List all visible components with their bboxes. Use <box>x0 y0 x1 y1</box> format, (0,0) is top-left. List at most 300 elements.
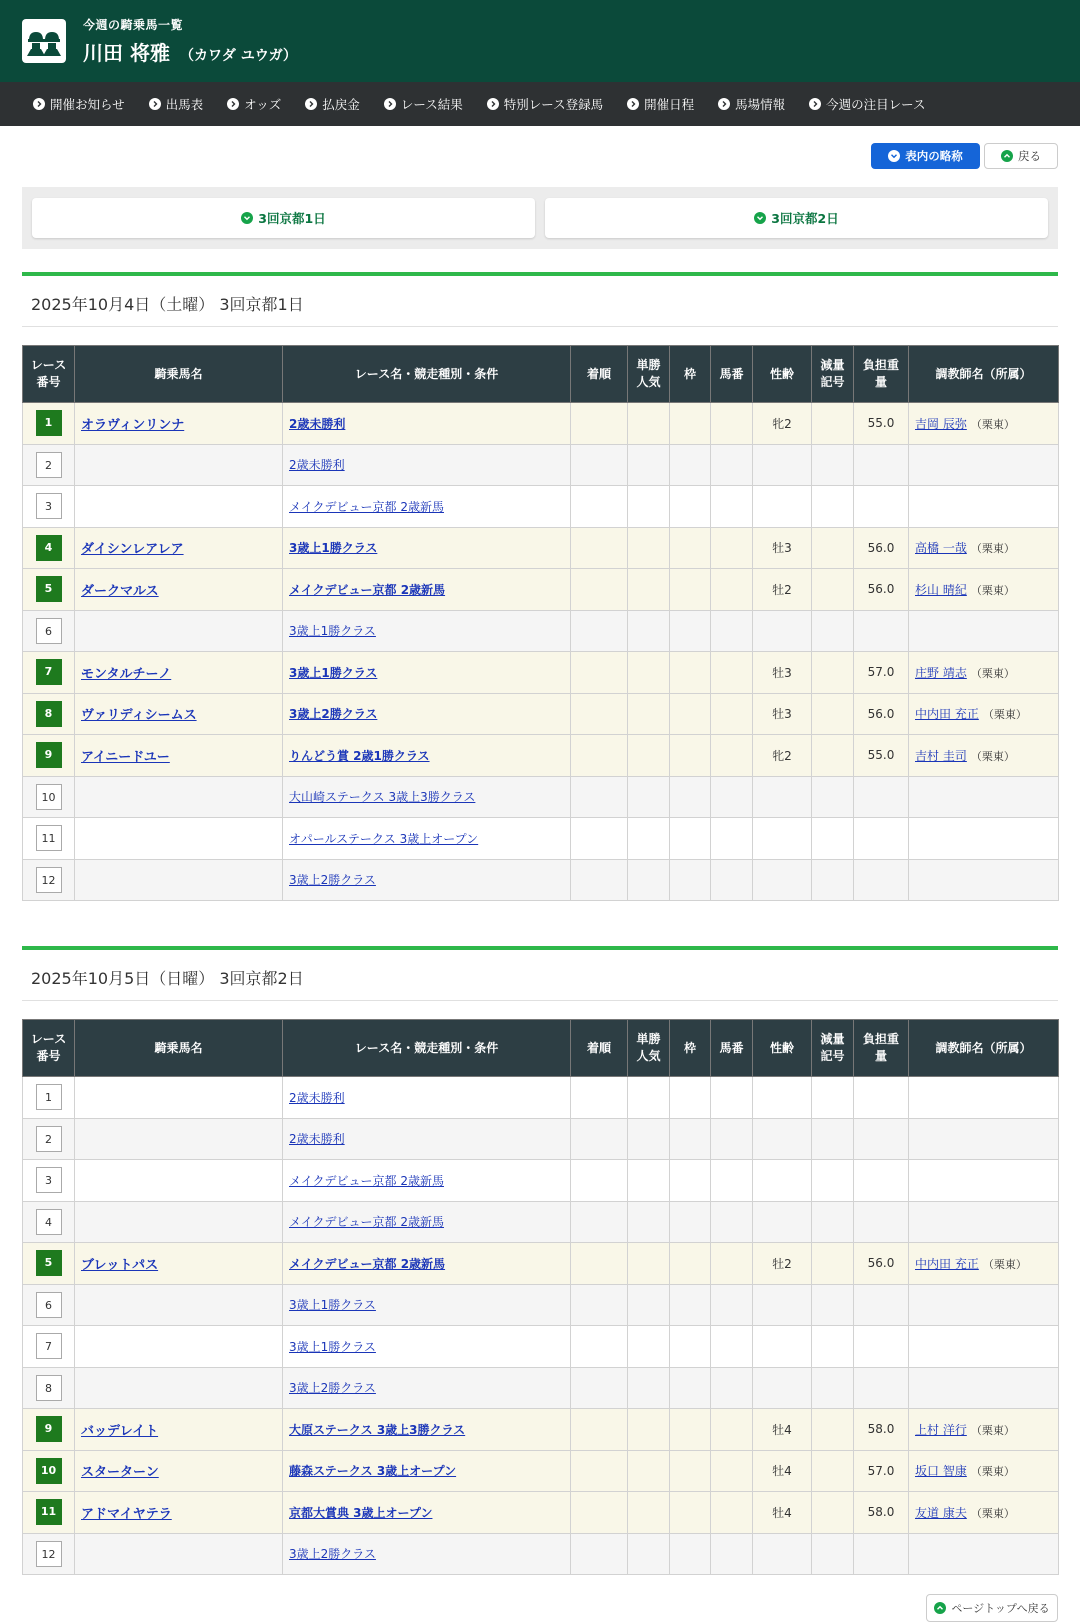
race-cell <box>283 693 571 735</box>
column-header: 枠 <box>670 1020 711 1077</box>
race-link[interactable]: メイクデビュー京都 2歳新馬 <box>289 1215 444 1230</box>
weight-reduction-cell <box>812 1118 854 1160</box>
trainer-link[interactable]: 庄野 靖志 <box>915 665 967 680</box>
weight-cell: 56.0 <box>854 569 909 611</box>
sex-age-cell <box>753 1284 812 1326</box>
trainer-affiliation: （栗東） <box>970 583 1015 597</box>
ride-table <box>22 345 1059 901</box>
page-subtitle: 今週の騎乗馬一覧 <box>83 18 184 32</box>
popularity-cell <box>628 1077 670 1119</box>
nav-item-5[interactable] <box>487 95 603 113</box>
frame-cell <box>670 693 711 735</box>
weight-cell: 55.0 <box>854 735 909 777</box>
table-row <box>23 1492 1059 1534</box>
popularity-cell <box>628 1450 670 1492</box>
main-nav <box>0 82 1080 126</box>
trainer-cell <box>909 403 1059 445</box>
sex-age-cell <box>753 1201 812 1243</box>
race-link[interactable]: 3歳上1勝クラス <box>289 1339 376 1354</box>
column-header: レース番号 <box>23 346 75 403</box>
table-row <box>23 1533 1059 1575</box>
column-header: 着順 <box>571 346 628 403</box>
frame-cell <box>670 859 711 901</box>
race-link[interactable]: 大原ステークス 3歳上3勝クラス <box>289 1422 466 1437</box>
table-row <box>23 1409 1059 1451</box>
weight-reduction-cell <box>812 1201 854 1243</box>
race-link[interactable]: 3歳上2勝クラス <box>289 1381 376 1396</box>
column-header: 減量記号 <box>812 346 854 403</box>
weight-cell: 56.0 <box>854 693 909 735</box>
race-cell <box>283 1450 571 1492</box>
sex-age-cell <box>753 1326 812 1368</box>
table-row <box>23 1450 1059 1492</box>
nav-item-6[interactable] <box>627 95 694 113</box>
ride-table <box>22 1019 1059 1575</box>
horse-link[interactable]: アイニードユー <box>81 749 170 765</box>
trainer-link[interactable]: 杉山 晴紀 <box>915 582 967 597</box>
table-row <box>23 693 1059 735</box>
finish-cell <box>571 818 628 860</box>
horse-cell <box>75 1367 283 1409</box>
day-section-2 <box>22 946 1058 1575</box>
horse-cell <box>75 735 283 777</box>
race-number-cell <box>23 1160 75 1202</box>
horse-cell <box>75 610 283 652</box>
race-number-cell <box>23 527 75 569</box>
finish-cell <box>571 693 628 735</box>
race-number-cell <box>23 1243 75 1285</box>
frame-cell <box>670 610 711 652</box>
finish-cell <box>571 1533 628 1575</box>
day-tab-1[interactable] <box>32 198 535 238</box>
column-header: 性齢 <box>753 1020 812 1077</box>
popularity-cell <box>628 1326 670 1368</box>
trainer-affiliation: （栗東） <box>970 749 1015 763</box>
column-header: 馬番 <box>711 1020 753 1077</box>
race-number-cell <box>23 1492 75 1534</box>
horse-link[interactable]: ダークマルス <box>81 583 159 599</box>
finish-cell <box>571 1492 628 1534</box>
abbreviation-button[interactable] <box>871 143 980 169</box>
finish-cell <box>571 1118 628 1160</box>
horse-cell <box>75 403 283 445</box>
weight-reduction-cell <box>812 652 854 694</box>
frame-cell <box>670 776 711 818</box>
race-number-badge: 1 <box>36 410 62 436</box>
race-number-badge: 10 <box>36 1458 62 1484</box>
frame-cell <box>670 444 711 486</box>
race-number-badge: 11 <box>36 825 62 851</box>
trainer-cell <box>909 610 1059 652</box>
weight-reduction-cell <box>812 1367 854 1409</box>
race-number-cell <box>23 444 75 486</box>
nav-item-1[interactable] <box>149 95 204 113</box>
back-button-label: 戻る <box>1018 149 1041 163</box>
table-row <box>23 1284 1059 1326</box>
horse-cell <box>75 776 283 818</box>
horse-cell <box>75 1409 283 1451</box>
trainer-affiliation: （栗東） <box>982 708 1027 722</box>
horse-link[interactable]: アドマイヤテラ <box>81 1506 172 1522</box>
chevron-right-icon <box>149 98 161 110</box>
sex-age-cell: 牡3 <box>753 527 812 569</box>
finish-cell <box>571 735 628 777</box>
sex-age-cell <box>753 444 812 486</box>
jockey-logo-icon <box>22 19 66 63</box>
chevron-right-icon <box>384 98 396 110</box>
race-number-cell <box>23 818 75 860</box>
horse-link[interactable]: ブレットパス <box>81 1257 159 1273</box>
table-row <box>23 403 1059 445</box>
sex-age-cell: 牡2 <box>753 1243 812 1285</box>
race-number-cell <box>23 1284 75 1326</box>
race-link[interactable]: 2歳未勝利 <box>289 458 345 473</box>
horse-cell <box>75 569 283 611</box>
trainer-cell <box>909 1284 1059 1326</box>
weight-reduction-cell <box>812 1533 854 1575</box>
race-link[interactable]: 3歳上1勝クラス <box>289 541 378 556</box>
weight-cell: 56.0 <box>854 1243 909 1285</box>
popularity-cell <box>628 527 670 569</box>
table-header-row <box>23 346 1059 403</box>
race-number-cell <box>23 693 75 735</box>
back-button[interactable] <box>984 143 1058 169</box>
finish-cell <box>571 1243 628 1285</box>
horse-link[interactable]: ダイシンレアレア <box>81 542 184 558</box>
finish-cell <box>571 1409 628 1451</box>
trainer-affiliation: （栗東） <box>970 1423 1015 1437</box>
finish-cell <box>571 1450 628 1492</box>
race-cell <box>283 1243 571 1285</box>
popularity-cell <box>628 610 670 652</box>
nav-item-label: 開催お知らせ <box>50 97 125 112</box>
race-cell <box>283 486 571 528</box>
jockey-name <box>83 37 297 66</box>
trainer-affiliation: （栗東） <box>970 666 1015 680</box>
race-cell <box>283 859 571 901</box>
frame-cell <box>670 1409 711 1451</box>
day-title: 2025年10月4日（土曜） 3回京都1日 <box>22 276 1058 327</box>
trainer-link[interactable]: 中内田 充正 <box>915 707 979 722</box>
horse-number-cell <box>711 1160 753 1202</box>
column-header: 性齢 <box>753 346 812 403</box>
race-cell <box>283 735 571 777</box>
race-cell <box>283 1160 571 1202</box>
column-header: レース番号 <box>23 1020 75 1077</box>
nav-item-label: オッズ <box>244 97 282 112</box>
trainer-affiliation: （栗東） <box>970 417 1015 431</box>
trainer-cell <box>909 652 1059 694</box>
finish-cell <box>571 403 628 445</box>
column-header: 負担重量 <box>854 1020 909 1077</box>
column-header: 枠 <box>670 346 711 403</box>
horse-number-cell <box>711 486 753 528</box>
race-number-badge: 2 <box>36 452 62 478</box>
table-row <box>23 776 1059 818</box>
day-tab-1-label: 3回京都1日 <box>258 211 326 226</box>
race-cell <box>283 610 571 652</box>
nav-item-2[interactable] <box>227 95 281 113</box>
nav-item-label: 今週の注目レース <box>826 97 926 112</box>
race-number-cell <box>23 1533 75 1575</box>
finish-cell <box>571 1284 628 1326</box>
finish-cell <box>571 1326 628 1368</box>
race-number-cell <box>23 1409 75 1451</box>
horse-number-cell <box>711 527 753 569</box>
sex-age-cell <box>753 776 812 818</box>
horse-cell <box>75 444 283 486</box>
race-number-badge: 8 <box>36 1375 62 1401</box>
race-link[interactable]: メイクデビュー京都 2歳新馬 <box>289 1256 446 1271</box>
trainer-link[interactable]: 高橋 一哉 <box>915 541 967 556</box>
column-header: 負担重量 <box>854 346 909 403</box>
popularity-cell <box>628 735 670 777</box>
nav-item-8[interactable] <box>809 95 925 113</box>
race-number-badge: 9 <box>36 1416 62 1442</box>
horse-link[interactable]: バッデレイト <box>81 1423 159 1439</box>
table-row <box>23 444 1059 486</box>
weight-reduction-cell <box>812 735 854 777</box>
horse-number-cell <box>711 1450 753 1492</box>
chevron-right-icon <box>809 98 821 110</box>
horse-number-cell <box>711 1243 753 1285</box>
chevron-up-icon <box>934 1602 946 1614</box>
race-link[interactable]: 3歳上1勝クラス <box>289 665 378 680</box>
jockey-name-text: 川田 将雅 <box>83 41 170 65</box>
race-number-badge: 2 <box>36 1126 62 1152</box>
frame-cell <box>670 486 711 528</box>
race-number-badge: 11 <box>36 1499 62 1525</box>
race-link[interactable]: 3歳上2勝クラス <box>289 707 378 722</box>
race-cell <box>283 1367 571 1409</box>
day-tab-2[interactable] <box>545 198 1048 238</box>
race-link[interactable]: メイクデビュー京都 2歳新馬 <box>289 1173 444 1188</box>
frame-cell <box>670 652 711 694</box>
race-number-badge: 7 <box>36 1333 62 1359</box>
trainer-cell <box>909 527 1059 569</box>
nav-item-label: 馬場情報 <box>735 97 786 112</box>
horse-cell <box>75 859 283 901</box>
column-header: レース名・競走種別・条件 <box>283 1020 571 1077</box>
popularity-cell <box>628 444 670 486</box>
weight-reduction-cell <box>812 569 854 611</box>
sex-age-cell: 牡4 <box>753 1450 812 1492</box>
race-cell <box>283 1118 571 1160</box>
trainer-link[interactable]: 坂口 智康 <box>915 1464 967 1479</box>
weight-reduction-cell <box>812 1326 854 1368</box>
race-link[interactable]: 3歳上2勝クラス <box>289 873 376 888</box>
nav-item-3[interactable] <box>305 95 360 113</box>
trainer-link[interactable]: 中内田 充正 <box>915 1256 979 1271</box>
sex-age-cell: 牝2 <box>753 403 812 445</box>
race-link[interactable]: 2歳未勝利 <box>289 1090 345 1105</box>
race-link[interactable]: 大山崎ステークス 3歳上3勝クラス <box>289 790 476 805</box>
weight-reduction-cell <box>812 1450 854 1492</box>
weight-cell <box>854 1284 909 1326</box>
day-title: 2025年10月5日（日曜） 3回京都2日 <box>22 950 1058 1001</box>
sex-age-cell <box>753 818 812 860</box>
race-cell <box>283 1077 571 1119</box>
race-link[interactable]: 3歳上2勝クラス <box>289 1547 376 1562</box>
race-link[interactable]: 2歳未勝利 <box>289 1132 345 1147</box>
trainer-link[interactable]: 友道 康夫 <box>915 1505 967 1520</box>
horse-link[interactable]: モンタルチーノ <box>81 666 172 682</box>
weight-cell <box>854 486 909 528</box>
sex-age-cell <box>753 1367 812 1409</box>
horse-number-cell <box>711 693 753 735</box>
column-header: 馬番 <box>711 346 753 403</box>
horse-cell <box>75 1326 283 1368</box>
horse-number-cell <box>711 1367 753 1409</box>
horse-number-cell <box>711 403 753 445</box>
weight-cell <box>854 444 909 486</box>
popularity-cell <box>628 818 670 860</box>
horse-cell <box>75 693 283 735</box>
trainer-cell <box>909 1201 1059 1243</box>
race-link[interactable]: 3歳上1勝クラス <box>289 1298 376 1313</box>
race-number-badge: 4 <box>36 535 62 561</box>
horse-number-cell <box>711 1409 753 1451</box>
table-header-row <box>23 1020 1059 1077</box>
race-number-cell <box>23 1077 75 1119</box>
trainer-link[interactable]: 吉村 圭司 <box>915 748 967 763</box>
trainer-cell <box>909 486 1059 528</box>
weight-cell <box>854 1367 909 1409</box>
jockey-name-kana: （カワダ ユウガ） <box>179 48 297 64</box>
weight-reduction-cell <box>812 1492 854 1534</box>
sex-age-cell: 牡2 <box>753 569 812 611</box>
nav-item-0[interactable] <box>33 95 125 113</box>
horse-cell <box>75 527 283 569</box>
race-link[interactable]: メイクデビュー京都 2歳新馬 <box>289 499 444 514</box>
weight-cell <box>854 1160 909 1202</box>
popularity-cell <box>628 652 670 694</box>
horse-number-cell <box>711 1492 753 1534</box>
column-header: 調教師名（所属） <box>909 1020 1059 1077</box>
frame-cell <box>670 1118 711 1160</box>
column-header: 単勝人気 <box>628 346 670 403</box>
race-link[interactable]: 藤森ステークス 3歳上オープン <box>289 1464 457 1479</box>
nav-item-label: 特別レース登録馬 <box>503 97 604 112</box>
chevron-right-icon <box>33 98 45 110</box>
horse-number-cell <box>711 652 753 694</box>
race-link[interactable]: 3歳上1勝クラス <box>289 624 376 639</box>
race-cell <box>283 776 571 818</box>
weight-cell <box>854 776 909 818</box>
horse-link[interactable]: ヴァリディシームス <box>81 708 197 724</box>
race-number-cell <box>23 403 75 445</box>
weight-reduction-cell <box>812 1243 854 1285</box>
popularity-cell <box>628 1533 670 1575</box>
frame-cell <box>670 1533 711 1575</box>
trainer-cell <box>909 1533 1059 1575</box>
popularity-cell <box>628 569 670 611</box>
race-cell <box>283 1284 571 1326</box>
horse-cell <box>75 1284 283 1326</box>
trainer-link[interactable]: 吉岡 辰弥 <box>915 416 967 431</box>
horse-cell <box>75 1160 283 1202</box>
race-number-badge: 5 <box>36 576 62 602</box>
nav-item-4[interactable] <box>384 95 463 113</box>
race-number-badge: 1 <box>36 1084 62 1110</box>
horse-link[interactable]: スターターン <box>81 1465 159 1481</box>
finish-cell <box>571 444 628 486</box>
chevron-down-icon <box>754 212 766 224</box>
sex-age-cell <box>753 1077 812 1119</box>
horse-link[interactable]: オラヴィンリンナ <box>81 417 185 433</box>
weight-reduction-cell <box>812 1160 854 1202</box>
frame-cell <box>670 1160 711 1202</box>
nav-item-7[interactable] <box>718 95 785 113</box>
trainer-cell <box>909 1326 1059 1368</box>
weight-reduction-cell <box>812 1284 854 1326</box>
column-header: 単勝人気 <box>628 1020 670 1077</box>
horse-number-cell <box>711 1533 753 1575</box>
frame-cell <box>670 527 711 569</box>
race-number-cell <box>23 569 75 611</box>
trainer-cell <box>909 693 1059 735</box>
horse-number-cell <box>711 1326 753 1368</box>
table-row <box>23 610 1059 652</box>
weight-cell: 55.0 <box>854 403 909 445</box>
table-row <box>23 486 1059 528</box>
race-cell <box>283 1533 571 1575</box>
trainer-cell <box>909 569 1059 611</box>
sex-age-cell <box>753 610 812 652</box>
toolbar <box>871 143 1058 169</box>
trainer-affiliation: （栗東） <box>982 1257 1027 1271</box>
horse-cell <box>75 1492 283 1534</box>
race-link[interactable]: りんどう賞 2歳1勝クラス <box>289 748 430 763</box>
weight-cell <box>854 859 909 901</box>
race-number-badge: 4 <box>36 1209 62 1235</box>
weight-reduction-cell <box>812 486 854 528</box>
sex-age-cell: 牡3 <box>753 652 812 694</box>
column-header: 減量記号 <box>812 1020 854 1077</box>
frame-cell <box>670 1243 711 1285</box>
race-link[interactable]: メイクデビュー京都 2歳新馬 <box>289 582 446 597</box>
trainer-cell <box>909 1492 1059 1534</box>
horse-cell <box>75 1243 283 1285</box>
nav-item-label: 払戻金 <box>322 97 360 112</box>
chevron-down-icon <box>888 150 900 162</box>
race-link[interactable]: 2歳未勝利 <box>289 416 346 431</box>
frame-cell <box>670 569 711 611</box>
table-row <box>23 1118 1059 1160</box>
weight-cell <box>854 610 909 652</box>
horse-cell <box>75 818 283 860</box>
finish-cell <box>571 859 628 901</box>
trainer-link[interactable]: 上村 洋行 <box>915 1422 967 1437</box>
chevron-up-icon <box>1001 150 1013 162</box>
weight-cell: 57.0 <box>854 1450 909 1492</box>
finish-cell <box>571 776 628 818</box>
chevron-right-icon <box>627 98 639 110</box>
trainer-affiliation: （栗東） <box>970 542 1015 556</box>
race-link[interactable]: オパールステークス 3歳上オープン <box>289 831 479 846</box>
weight-cell: 57.0 <box>854 652 909 694</box>
chevron-down-icon <box>241 212 253 224</box>
frame-cell <box>670 818 711 860</box>
horse-number-cell <box>711 776 753 818</box>
race-link[interactable]: 京都大賞典 3歳上オープン <box>289 1505 433 1520</box>
table-row <box>23 1326 1059 1368</box>
weight-reduction-cell <box>812 776 854 818</box>
table-row <box>23 1201 1059 1243</box>
race-number-cell <box>23 1118 75 1160</box>
table-row <box>23 1160 1059 1202</box>
weight-cell: 56.0 <box>854 527 909 569</box>
